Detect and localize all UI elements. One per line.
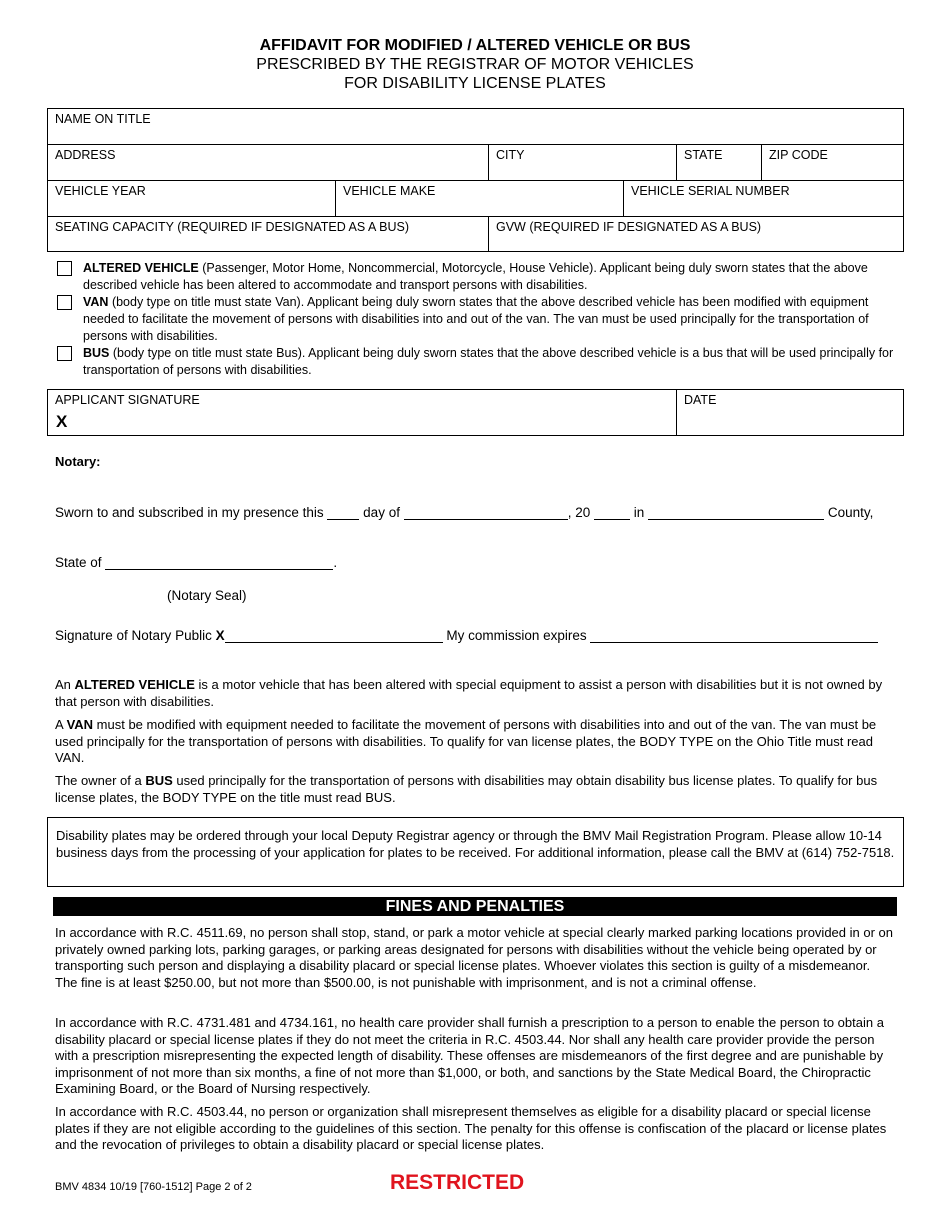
form-id: BMV 4834 10/19 [760-1512] Page 2 of 2 xyxy=(55,1181,252,1193)
bus-description: (body type on title must state Bus). Applicant being duly sworn states that the above described vehicle is a bus that will be used principally for transportation of persons with disabilities. xyxy=(83,346,894,377)
commission-blank[interactable] xyxy=(590,628,878,643)
bus-def-bold: BUS xyxy=(145,773,173,788)
signature-x-mark: X xyxy=(56,412,68,431)
van-description: (body type on title must state Van). Applicant being duly sworn states that the above described vehicle has been modified with equipment needed to facilitate the movement of persons with disabilities into and out of the van. The van must be used principally for the transportation of persons with disabilities. xyxy=(83,295,869,343)
zip-label: ZIP CODE xyxy=(769,148,828,162)
state-of-line xyxy=(55,555,337,570)
name-on-title-label: NAME ON TITLE xyxy=(55,112,151,126)
altered-vehicle-text xyxy=(83,260,902,294)
gvw-label: GVW (REQUIRED IF DESIGNATED AS A BUS) xyxy=(496,220,762,234)
altered-vehicle-option xyxy=(57,260,902,294)
form-title: AFFIDAVIT FOR MODIFIED / ALTERED VEHICLE OR BUS xyxy=(259,37,691,54)
altered-def-bold: ALTERED VEHICLE xyxy=(74,677,195,692)
day-blank[interactable] xyxy=(327,505,359,520)
applicant-signature-table xyxy=(47,389,904,436)
van-def-bold: VAN xyxy=(66,717,94,732)
zip-field[interactable] xyxy=(762,145,903,180)
day-of-text: day of xyxy=(363,505,400,520)
bus-label: BUS xyxy=(83,346,110,360)
month-blank[interactable] xyxy=(404,505,568,520)
commission-text: My commission expires xyxy=(446,628,587,643)
vehicle-type-checkboxes xyxy=(57,260,902,379)
address-field[interactable] xyxy=(48,145,489,180)
state-of-text: State of xyxy=(55,555,102,570)
state-label: STATE xyxy=(684,148,723,162)
city-field[interactable] xyxy=(489,145,677,180)
row-vehicle xyxy=(48,181,903,217)
vehicle-info-table xyxy=(47,108,904,252)
name-on-title-field[interactable] xyxy=(48,109,903,144)
form-header xyxy=(0,36,950,93)
row-address xyxy=(48,145,903,181)
state-period: . xyxy=(333,555,338,570)
van-label: VAN xyxy=(83,295,109,309)
year-prefix: , 20 xyxy=(567,505,591,520)
state-field[interactable] xyxy=(677,145,762,180)
altered-vehicle-checkbox[interactable] xyxy=(57,261,72,276)
altered-vehicle-description: (Passenger, Motor Home, Noncommercial, Motorcycle, House Vehicle). Applicant being duly sworn states that the above described vehicle has been altered to accommodate and transport persons with disabilities. xyxy=(83,261,868,292)
notary-signature-blank[interactable] xyxy=(225,628,443,643)
date-field[interactable] xyxy=(677,390,903,435)
county-blank[interactable] xyxy=(648,505,824,520)
fines-paragraph-3: In accordance with R.C. 4503.44, no person or organization shall misrepresent themselves as eligible for a disability placard or special license plates if they are not eligible according to the guidelines of this section. The penalty for this offense is confiscation of the placard or license plates and the revocation of privileges to obtain a disability placard or special license plates. xyxy=(55,1104,887,1152)
bus-def-pre: The owner of a xyxy=(55,773,146,788)
form-subtitle-1: PRESCRIBED BY THE REGISTRAR OF MOTOR VEHICLES xyxy=(256,56,694,73)
gvw-field[interactable] xyxy=(489,217,903,251)
fines-heading: FINES AND PENALTIES xyxy=(53,897,897,916)
sworn-prefix: Sworn to and subscribed in my presence this xyxy=(55,505,324,520)
bus-text xyxy=(83,345,902,379)
info-box: Disability plates may be ordered through your local Deputy Registrar agency or through the BMV Mail Registration Program. Please allow 10-14 business days from the processing of your application for plates to be received. For additional information, please call the BMV at (614) 752-7518. xyxy=(47,817,904,887)
fines-paragraph-2: In accordance with R.C. 4731.481 and 4734.161, no health care provider shall furnish a prescription to a person to enable the person to obtain a disability placard or special license plates if they do not meet the criteria in R.C. 4503.44. Nor shall any health care provider provide the person with a prescription misrepresenting the expected length of disability. These offenses are misdemeanors of the first degree and are punishable by imprisonment of not more than six months, a fine of not more than $1,000, or both, and sanctions by the State Medical Board, the Chiropractic Examining Board, or the Board of Nursing respectively. xyxy=(55,1015,884,1096)
city-label: CITY xyxy=(496,148,525,162)
van-def-pre: A xyxy=(55,717,67,732)
vehicle-year-field[interactable] xyxy=(48,181,336,216)
seating-capacity-field[interactable] xyxy=(48,217,489,251)
year-blank[interactable] xyxy=(594,505,630,520)
form-subtitle-2: FOR DISABILITY LICENSE PLATES xyxy=(344,75,606,92)
van-option xyxy=(57,294,902,345)
bus-checkbox[interactable] xyxy=(57,346,72,361)
van-def-post: must be modified with equipment needed to facilitate the movement of persons with disabilities into and out of the van. The van must be used principally for the transportation of persons with disabilities. To qualify for van license plates, the BODY TYPE on the Ohio Title must read VAN. xyxy=(55,717,877,765)
notary-signature-label: Signature of Notary Public xyxy=(55,628,212,643)
bus-option xyxy=(57,345,902,379)
date-label: DATE xyxy=(684,393,717,407)
fines-paragraph-1: In accordance with R.C. 4511.69, no person shall stop, stand, or park a motor vehicle at special clearly marked parking locations provided in or on privately owned parking lots, parking garages, or parking areas designated for persons with disabilities without the vehicle being operated by or transporting such person and displaying a disability placard or special license plates. Whoever violates this section is guilty of a misdemeanor. The fine is at least $250.00, but not more than $500.00, is not punishable with imprisonment, and is not a criminal offense. xyxy=(55,925,893,990)
altered-def-post: is a motor vehicle that has been altered with special equipment to assist a person with disabilities but it is not owned by that person with disabilities. xyxy=(55,677,883,709)
row-capacity xyxy=(48,217,903,251)
row-name xyxy=(48,109,903,145)
state-blank[interactable] xyxy=(105,555,333,570)
altered-def-pre: An xyxy=(55,677,75,692)
altered-definition xyxy=(55,677,895,710)
bus-definition xyxy=(55,773,895,806)
in-text: in xyxy=(633,505,645,520)
vehicle-serial-field[interactable] xyxy=(624,181,903,216)
applicant-signature-label: APPLICANT SIGNATURE xyxy=(55,393,200,407)
vehicle-serial-label: VEHICLE SERIAL NUMBER xyxy=(631,184,790,198)
bus-def-post: used principally for the transportation of persons with disabilities may obtain disability bus license plates. To qualify for bus license plates, the BODY TYPE on the title must read BUS. xyxy=(55,773,878,805)
van-definition xyxy=(55,717,895,767)
notary-x-mark: X xyxy=(215,628,225,643)
van-text xyxy=(83,294,902,345)
van-checkbox[interactable] xyxy=(57,295,72,310)
seating-capacity-label: SEATING CAPACITY (REQUIRED IF DESIGNATED AS A BUS) xyxy=(55,220,410,234)
vehicle-year-label: VEHICLE YEAR xyxy=(55,184,146,198)
notary-signature-line xyxy=(55,628,878,643)
vehicle-make-field[interactable] xyxy=(336,181,624,216)
restricted-stamp: RESTRICTED xyxy=(390,1171,525,1194)
county-text: County, xyxy=(827,505,874,520)
altered-vehicle-label: ALTERED VEHICLE xyxy=(83,261,199,275)
vehicle-make-label: VEHICLE MAKE xyxy=(343,184,436,198)
sworn-line xyxy=(55,505,873,520)
notary-seal-text: (Notary Seal) xyxy=(167,588,247,603)
applicant-signature-field[interactable] xyxy=(48,390,677,435)
notary-heading: Notary: xyxy=(55,454,101,469)
address-label: ADDRESS xyxy=(55,148,116,162)
